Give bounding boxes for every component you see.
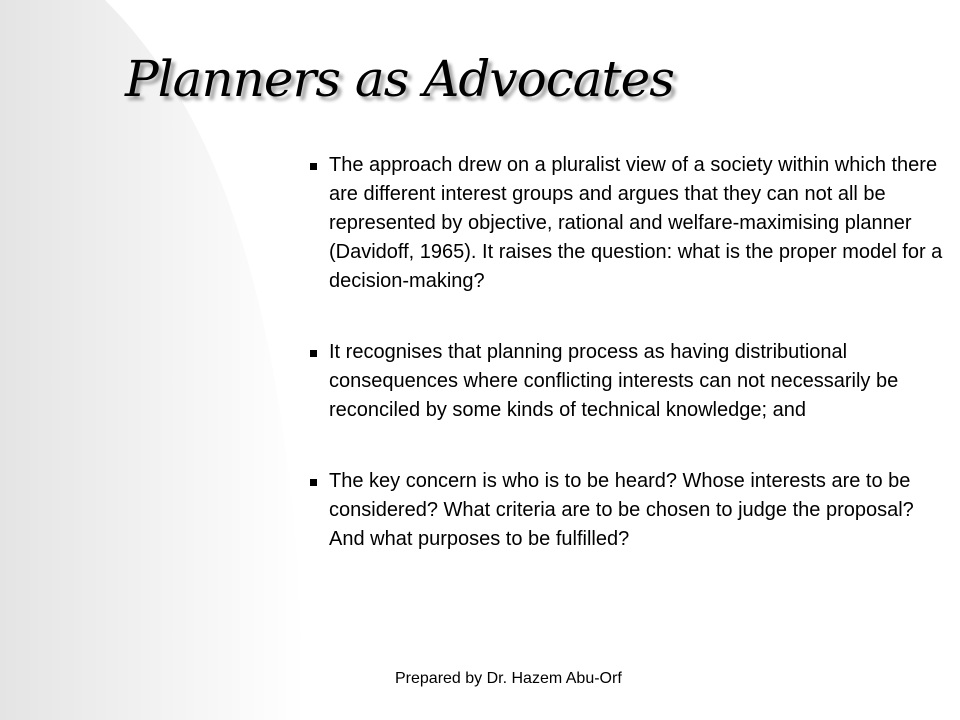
bullet-item	[312, 338, 948, 425]
bullet-text: It recognises that planning process as having distributional consequences where conflicting interests can not necessarily be reconciled by some kinds of technical knowledge; and	[329, 341, 899, 421]
bullet-item	[312, 151, 948, 296]
slide-footer: Prepared by Dr. Hazem Abu-Orf	[395, 670, 622, 687]
square-bullet-icon	[310, 163, 317, 170]
bullet-text: The key concern is who is to be heard? Whose interests are to be considered? What criteria are to be chosen to judge the proposal? And what purposes to be fulfilled?	[329, 470, 914, 550]
slide-title: Planners as Advocates	[125, 50, 674, 108]
bullet-text: The approach drew on a pluralist view of a society within which there are different interest groups and argues that they can not all be represented by objective, rational and welfare-maximising planner (Davidoff, 1965). It raises the question: what is the proper model for a decision-making?	[329, 154, 943, 292]
square-bullet-icon	[310, 350, 317, 357]
bullet-item	[312, 467, 948, 554]
bullet-list	[312, 151, 948, 596]
square-bullet-icon	[310, 479, 317, 486]
